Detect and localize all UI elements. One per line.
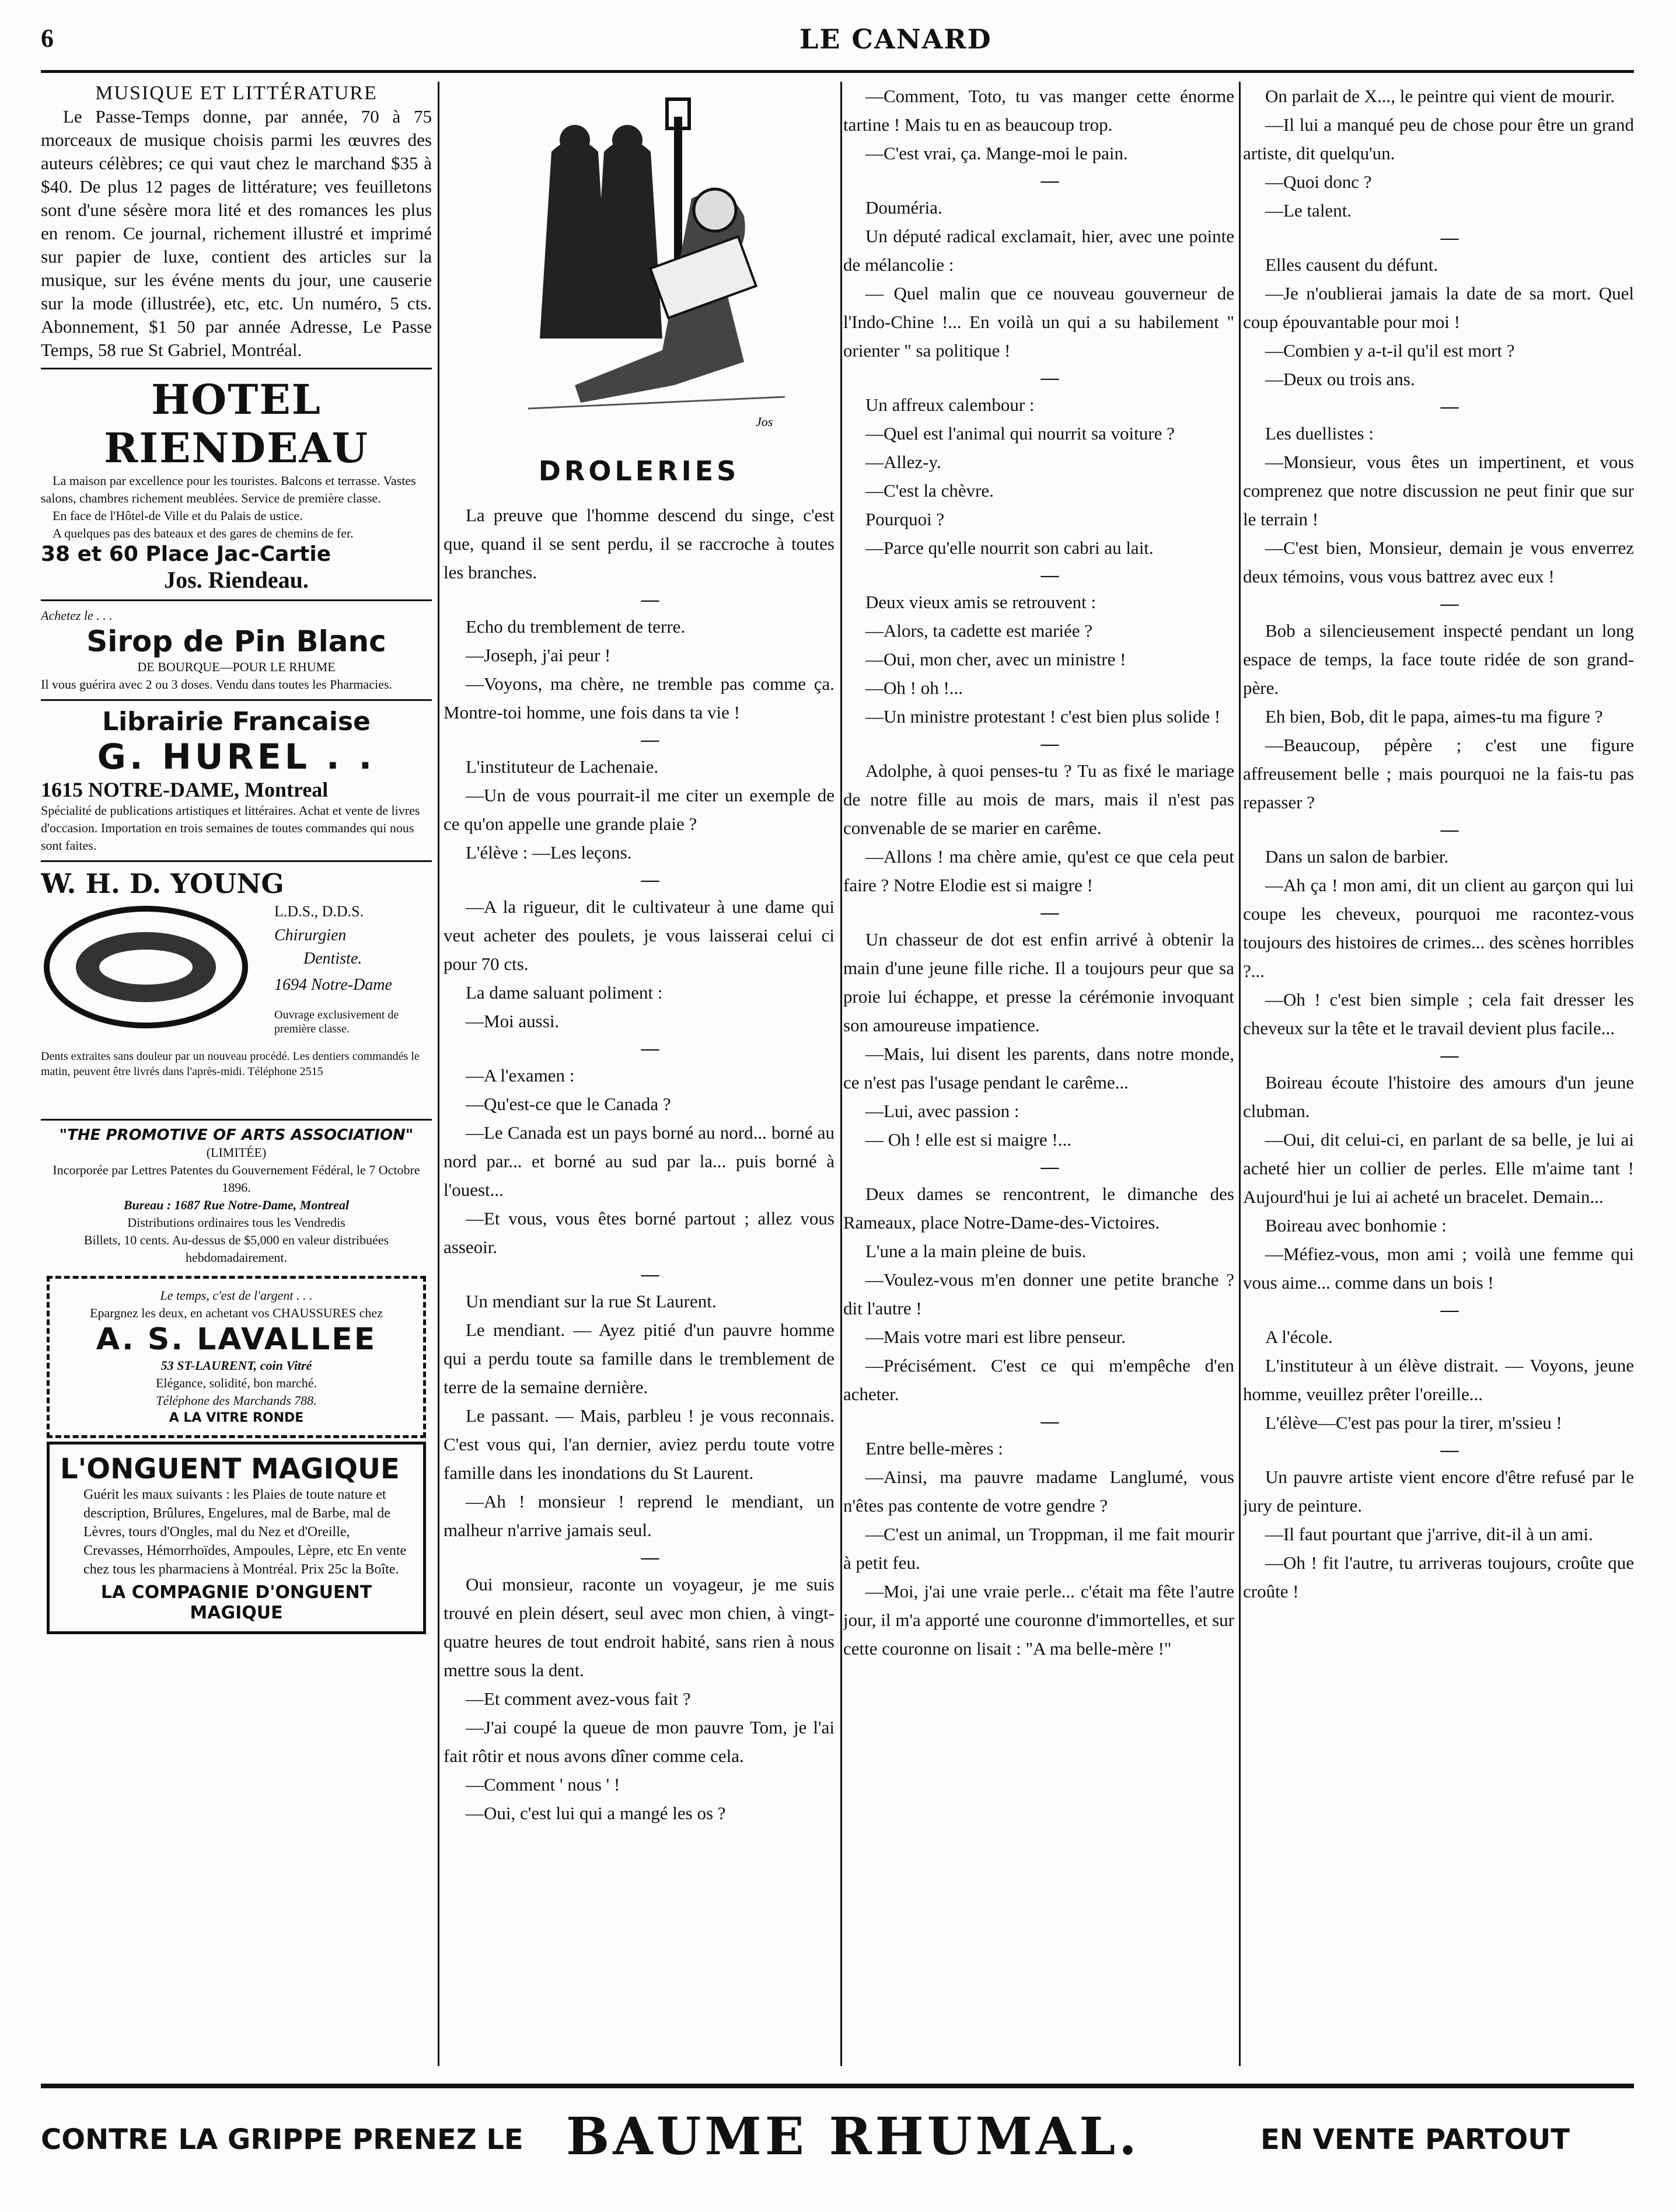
paragraph: Douméria. [865,197,942,218]
ad-sirop-sub: DE BOURQUE—POUR LE RHUME [137,660,336,674]
ad-sirop-lead: Achetez le . . . [41,608,113,623]
ad-lavallee-body2: 53 ST-LAURENT, coin Vitré [160,1358,312,1373]
paragraph: —Combien y a-t-il qu'il est mort ? [1265,340,1515,361]
paragraph: Un affreux calembour : [865,395,1035,415]
ad-lavallee-body3: Elégance, solidité, bon marché. [155,1376,317,1390]
paragraph: —Et vous, vous êtes borné partout ; allez vous asseoir. [444,1208,834,1257]
paragraph: Le mendiant. — Ayez pitié d'un pauvre homme qui a perdu toute sa famille dans le tremblement de terre de la semaine dernière. [444,1320,834,1397]
ad-promotive-body3: Distributions ordinaires tous les Vendredis [127,1215,345,1230]
separator-dash: — [1440,819,1459,839]
paragraph: —Un ministre protestant ! c'est bien plus solide ! [865,706,1221,727]
separator-dash: — [1040,902,1059,922]
paragraph: —A l'examen : [466,1065,575,1086]
paragraph: Echo du tremblement de terre. [466,616,686,637]
ad-librairie-body: Spécialité de publications artistiques et littéraires. Achat et vente de livres d'occasion. Importation en trois semaines de toutes commandes qui nous sont faites. [41,803,420,853]
paragraph: —C'est la chèvre. [865,480,994,501]
paragraph: A l'école. [1265,1327,1333,1347]
dentures-illustration [41,903,251,1031]
footer-title: BAUME RHUMAL. [566,2106,1140,2166]
ad-musique-body: Le Passe-Temps donne, par année, 70 à 75 morceaux de musique choisis parmi les œuvres des auteurs célèbres; ce qui vaut chez le marchand $35 à $40. De plus 12 pages de littérature; ves feuilletons sont d'une sésère mora lité et des romances les plus en renom. Ce journal, richement illustré et imprimé sur papier de luxe, contient des articles sur la musique, sur les événe ments du jour, une causerie sur la mode (illustrée), etc, etc. Un numéro, 5 cts. Abonnement, $1 50 par année Adresse, Le Passe Temps, 58 rue St Gabriel, Montréal. [41,106,432,360]
footer-right: EN VENTE PARTOUT [1261,2123,1570,2156]
ad-young [41,860,432,1119]
ad-sirop [41,599,432,699]
col4-text [1243,82,1634,1606]
paragraph: — Quel malin que ce nouveau gouverneur de l'Indo-Chine !... En voilà un qui a su habilement " orienter " sa politique ! [843,283,1234,361]
paragraph: Un mendiant sur la rue St Laurent. [466,1291,717,1311]
ad-onguent-body: Guérit les maux suivants : les Plaies de toute nature et description, Brûlures, Engelures, mal de Barbe, mal de Lèvres, tours d'Ongles, mal du Nez et d'Oreille, Crevasses, Hémorrhoïdes, Ampoules, Lèpre, etc En vente chez tous les pharmaciens à Montréal. Prix 25c la Boîte. [83,1487,407,1577]
separator-dash: — [1440,593,1459,613]
paragraph: —Moi aussi. [466,1011,560,1031]
ad-promotive-sub: (LIMITÉE) [206,1145,267,1160]
paragraph: Boireau avec bonhomie : [1265,1215,1447,1236]
separator-dash: — [1040,170,1059,190]
separator-dash: — [641,589,659,609]
paragraph: —Allons ! ma chère amie, qu'est ce que cela peut faire ? Notre Elodie est si maigre ! [843,846,1234,895]
ad-sirop-body: Il vous guérira avec 2 ou 3 doses. Vendu dans toutes les Pharmacies. [41,677,393,692]
column-4 [1243,82,1634,2066]
paragraph: —Et comment avez-vous fait ? [466,1688,691,1709]
ad-librairie-name: G. HUREL . . [97,737,376,777]
paragraph: —Quoi donc ? [1265,172,1372,192]
paragraph: —Il lui a manqué peu de chose pour être un grand artiste, dit quelqu'un. [1243,114,1634,163]
paragraph: Elles causent du défunt. [1265,254,1438,275]
ad-promotive-title: "THE PROMOTIVE OF ARTS ASSOCIATION" [59,1126,414,1144]
paragraph: Eh bien, Bob, dit le papa, aimes-tu ma figure ? [1265,706,1603,727]
ad-onguent [47,1442,426,1634]
paragraph: —Comment, Toto, tu vas manger cette énorme tartine ! Mais tu en as beaucoup trop. [843,86,1234,135]
paragraph: On parlait de X..., le peintre qui vient de mourir. [1265,86,1615,106]
separator-dash: — [641,1547,659,1567]
column-3 [843,82,1234,2066]
ad-onguent-footer: LA COMPAGNIE D'ONGUENT MAGIQUE [100,1582,372,1623]
paragraph: —Ah ça ! mon ami, dit un client au garçon qui lui coupe les cheveux, pourquoi me racontez-vous toujours des histoires de crimes... des scènes horribles ?... [1243,875,1634,981]
header-rule [41,70,1634,73]
ad-sirop-title: Sirop de Pin Blanc [86,624,386,658]
paragraph: Un chasseur de dot est enfin arrivé à obtenir la main d'une jeune fille riche. Il a toujours peur que sa proie lui échappe, et presse la cérémonie invoquant son amoureuse impatience. [843,929,1234,1035]
paragraph: —Oui, dit celui-ci, en parlant de sa belle, je lui ai acheté hier un collier de perles. Elle m'aime tant ! Aujourd'hui je lui ai acheté un bracelet. Demain... [1243,1129,1634,1207]
ad-librairie-address: 1615 NOTRE-DAME, Montreal [41,778,329,801]
column-rule-3 [1239,82,1241,2066]
paragraph: L'instituteur de Lachenaie. [466,756,659,777]
paragraph: —Qu'est-ce que le Canada ? [466,1094,671,1114]
ad-young-title: W. H. D. YOUNG [41,868,284,899]
paragraph: —Joseph, j'ai peur ! [466,645,611,665]
paragraph: —A la rigueur, dit le cultivateur à une dame qui veut acheter des poulets, je vous laisserai celui ci pour 70 cts. [444,896,834,974]
ad-onguent-title: L'ONGUENT MAGIQUE [60,1453,400,1485]
paragraph: —Voulez-vous m'en donner une petite branche ? dit l'autre ! [843,1269,1234,1318]
ad-promotive-body1: Incorporée par Lettres Patentes du Gouvernement Fédéral, le 7 Octobre 1896. [53,1163,420,1195]
ad-promotive-body2: Bureau : 1687 Rue Notre-Dame, Montreal [123,1198,350,1212]
paragraph: —Allez-y. [865,452,941,472]
paragraph: Deux vieux amis se retrouvent : [865,592,1097,612]
paragraph: —Comment ' nous ' ! [466,1774,620,1795]
ad-lavallee-lead: Le temps, c'est de l'argent . . . [160,1288,313,1303]
paragraph: —Oui, mon cher, avec un ministre ! [865,649,1126,669]
column-rule-2 [840,82,842,2066]
paragraph: Pourquoi ? [865,509,945,529]
column-ads [41,82,432,2066]
ad-young-line4: 1694 Notre-Dame [274,976,392,994]
footer-left: CONTRE LA GRIPPE PRENEZ LE [41,2123,523,2156]
paragraph: —Ah ! monsieur ! reprend le mendiant, un malheur n'arrive jamais seul. [444,1491,834,1540]
paragraph: —Le talent. [1265,200,1352,221]
paragraph: —Voyons, ma chère, ne tremble pas comme ça. Montre-toi homme, une fois dans ta vie ! [444,674,834,723]
separator-dash: — [641,869,659,889]
separator-dash: — [1040,733,1059,753]
paragraph: La preuve que l'homme descend du singe, c'est que, quand il se sent perdu, il se raccroche à toutes les branches. [444,505,834,582]
column-rule-1 [438,82,439,2066]
cartoon-signature: Jos [756,414,773,429]
separator-dash: — [1040,564,1059,585]
paragraph: —Oh ! c'est bien simple ; cela fait dresser les cheveux sur la tête et le travail devient plus facile... [1243,989,1634,1038]
paragraph: —Beaucoup, pépère ; c'est une figure affreusement belle ; mais pourquoi ne la fais-tu pas repasser ? [1243,735,1634,812]
paragraph: —Lui, avec passion : [865,1101,1019,1121]
ad-lavallee-body4: Téléphone des Marchands 788. [156,1393,317,1408]
paragraph: —Ainsi, ma pauvre madame Langlumé, vous n'êtes pas contente de votre gendre ? [843,1467,1234,1516]
masthead: LE CANARD [799,23,992,55]
ad-hotel-body1: La maison par excellence pour les touristes. Balcons et terrasse. Vastes salons, chambres richement meublées. Service de première classe. [41,473,416,505]
paragraph: —C'est bien, Monsieur, demain je vous enverrez deux témoins, vous vous battrez avec eux ! [1243,538,1634,587]
ad-young-line2: Chirurgien [274,926,347,944]
paragraph: Bob a silencieusement inspecté pendant un long espace de temps, la face toute ridée de son grand-père. [1243,620,1634,698]
col2-text [444,501,834,1827]
footer-ad [41,2084,1634,2170]
separator-dash: — [1040,1411,1059,1431]
ad-hotel-address: 38 et 60 Place Jac-Cartie [41,542,331,566]
separator-dash: — [1040,367,1059,388]
paragraph: Le passant. — Mais, parbleu ! je vous reconnais. C'est vous qui, l'an dernier, aviez perdu toute votre famille dans les inondations du St Laurent. [444,1405,834,1483]
paragraph: Entre belle-mères : [865,1438,1003,1459]
ad-lavallee-body5: A LA VITRE RONDE [169,1411,304,1425]
separator-dash: — [1040,1156,1059,1177]
ad-musique [41,82,432,362]
paragraph: —Deux ou trois ans. [1265,369,1415,389]
separator-dash: — [641,1264,659,1284]
ad-lavallee [47,1276,426,1438]
paragraph: —Moi, j'ai une vraie perle... c'était ma fête l'autre jour, il m'a apporté une couronne d'immortelles, et sur cette couronne on lisait : "A ma belle-mère !" [843,1581,1234,1659]
page-number: 6 [41,24,54,53]
cartoon-illustration [481,82,797,444]
separator-dash: — [641,729,659,749]
paragraph: —Méfiez-vous, mon ami ; voilà une femme qui vous aime... comme dans un bois ! [1243,1244,1634,1293]
ad-young-line3: Dentiste. [303,950,362,968]
paragraph: —Alors, ta cadette est mariée ? [865,620,1093,641]
ad-librairie [41,699,432,860]
paragraph: —Mais votre mari est libre penseur. [865,1327,1126,1347]
col3-text [843,82,1234,1663]
ad-young-line5: Ouvrage exclusivement de première classe. [274,1009,399,1035]
separator-dash: — [1440,227,1459,247]
paragraph: —Monsieur, vous êtes un impertinent, et vous comprenez que notre discussion ne peut finir que sur le terrain ! [1243,452,1634,529]
paragraph: —Il faut pourtant que j'arrive, dit-il à un ami. [1265,1524,1593,1544]
paragraph: Un député radical exclamait, hier, avec une pointe de mélancolie : [843,226,1234,275]
paragraph: —Quel est l'animal qui nourrit sa voiture ? [865,423,1175,444]
separator-dash: — [1440,1439,1459,1460]
ad-promotive [41,1119,432,1272]
paragraph: —Mais, lui disent les parents, dans notre monde, ce n'est pas l'usage pendant le carême... [843,1044,1234,1093]
paragraph: Boireau écoute l'histoire des amours d'un jeune clubman. [1243,1072,1634,1121]
separator-dash: — [1440,396,1459,416]
paragraph: La dame saluant poliment : [466,982,663,1003]
paragraph: L'une a la main pleine de buis. [865,1241,1087,1261]
paragraph: —Oh ! oh !... [865,678,963,698]
paragraph: —Parce qu'elle nourrit son cabri au lait. [865,538,1154,558]
ad-hotel-title: HOTEL RIENDEAU [104,375,369,472]
ad-hotel-body3: A quelques pas des bateaux et des gares de chemins de fer. [53,526,354,540]
ad-lavallee-title: A. S. LAVALLEE [96,1322,377,1357]
paragraph: Oui monsieur, raconte un voyageur, je me suis trouvé en plein désert, seul avec mon chien, à vingt-quatre heures de tout endroit habité, sans rien à nous mettre sous la dent. [444,1574,834,1680]
paragraph: —Oui, c'est lui qui a mangé les os ? [466,1803,726,1823]
paragraph: Deux dames se rencontrent, le dimanche des Rameaux, place Notre-Dame-des-Victoires. [843,1184,1234,1233]
ad-librairie-title: Librairie Francaise [102,707,371,737]
paragraph: —C'est vrai, ça. Mange-moi le pain. [865,143,1128,163]
section-heading: DROLERIES [538,455,740,487]
separator-dash: — [641,1038,659,1058]
page-header [41,23,1634,58]
paragraph: —Oh ! fit l'autre, tu arriveras toujours, croûte que croûte ! [1243,1552,1634,1602]
paragraph: Dans un salon de barbier. [1265,846,1449,867]
ad-promotive-body4: Billets, 10 cents. Au-dessus de $5,000 en valeur distribuées hebdomadairement. [83,1233,389,1265]
paragraph: —J'ai coupé la queue de mon pauvre Tom, je l'ai fait rôtir et nous avons dîner comme cela. [444,1717,834,1766]
paragraph: — Oh ! elle est si maigre !... [865,1129,1071,1150]
paragraph: —Je n'oublierai jamais la date de sa mort. Quel coup épouvantable pour moi ! [1243,283,1634,332]
separator-dash: — [1440,1299,1459,1320]
ad-young-line1: L.D.S., D.D.S. [274,903,364,920]
ad-hotel-body2: En face de l'Hôtel-de Ville et du Palais de ustice. [53,508,303,523]
paragraph: Adolphe, à quoi penses-tu ? Tu as fixé le mariage de notre fille au mois de mars, mais il n'est pas convenable de se marier en carême. [843,760,1234,838]
ad-hotel-sign: Jos. Riendeau. [164,567,309,593]
separator-dash: — [1440,1045,1459,1065]
paragraph: Un pauvre artiste vient encore d'être refusé par le jury de peinture. [1243,1467,1634,1516]
paragraph: —Le Canada est un pays borné au nord... borné au nord par... et borné au sud par la... puis borné à l'ouest... [444,1122,834,1200]
paragraph: —Un de vous pourrait-il me citer un exemple de ce qu'on appelle une grande plaie ? [444,785,834,834]
paragraph: —Précisément. C'est ce qui m'empêche d'en acheter. [843,1355,1234,1404]
ad-musique-title: MUSIQUE ET LITTÉRATURE [95,82,378,104]
paragraph: L'instituteur à un élève distrait. — Voyons, jeune homme, veuillez prêter l'oreille... [1243,1355,1634,1404]
paragraph: Les duellistes : [1265,423,1374,444]
paragraph: L'élève—C'est pas pour la tirer, m'ssieu ! [1265,1412,1562,1433]
paragraph: —C'est un animal, un Troppman, il me fait mourir à petit feu. [843,1524,1234,1573]
ad-hotel-riendeau [41,368,432,599]
ad-lavallee-body1: Epargnez les deux, en achetant vos CHAUSSURES chez [90,1306,383,1320]
paragraph: L'élève : —Les leçons. [466,842,632,863]
ad-young-body: Dents extraites sans douleur par un nouveau procédé. Les dentiers commandés le matin, peuvent être livrés dans l'après-midi. Téléphone 2515 [41,1050,420,1078]
column-droleries [444,82,834,2066]
